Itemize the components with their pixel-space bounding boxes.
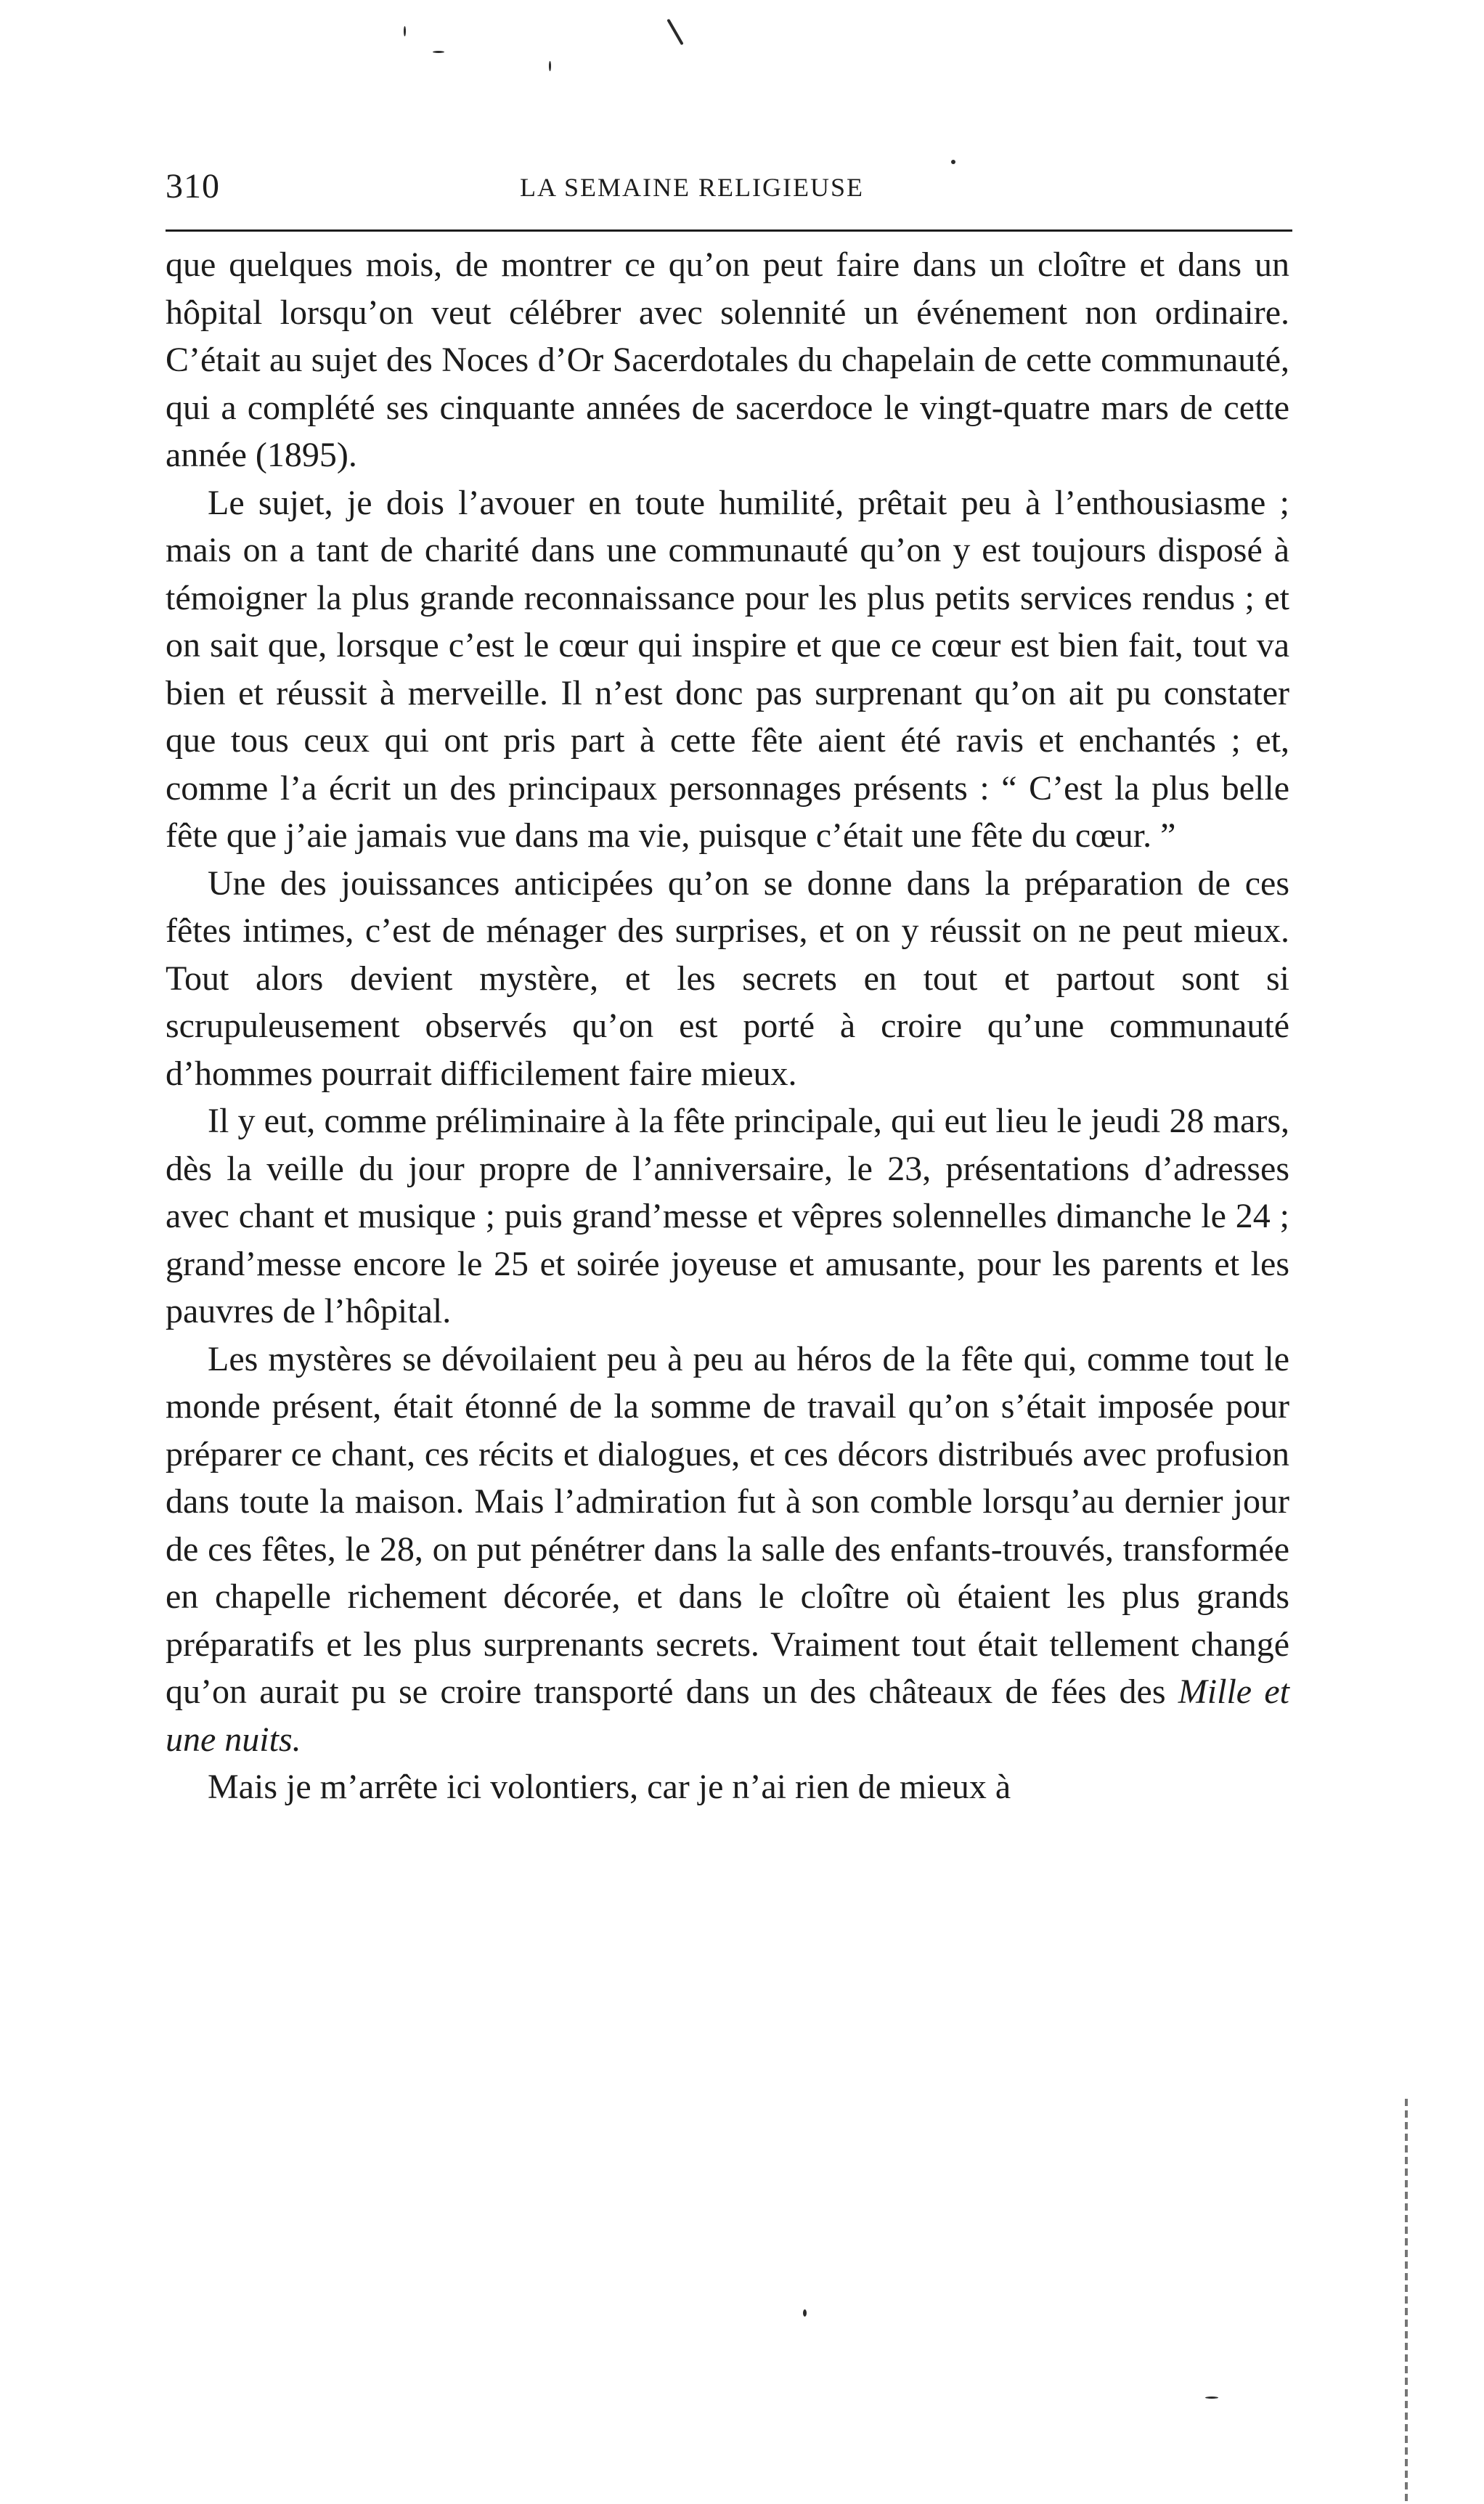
scan-speck — [433, 51, 444, 53]
body-text — [166, 241, 1289, 1811]
header-rule — [166, 229, 1292, 232]
paragraph: que quelques mois, de montrer ce qu’on peut faire dans un cloître et dans un hôpital lorsqu’on veut célébrer avec solennité un événement non ordinaire. C’était au sujet des Noces d’Or Sacerdotales du chapelain de cette communauté, qui a complété ses cinquante années de sacerdoce le vingt-quatre mars de cette année (1895). — [166, 245, 1289, 474]
italic-title: Mille et une nuits. — [166, 1672, 1289, 1759]
scan-margin-edge — [1405, 2099, 1408, 2504]
scan-speck — [549, 61, 551, 71]
page-number: 310 — [166, 167, 220, 206]
scan-speck — [803, 2309, 807, 2317]
scan-speck — [666, 19, 683, 46]
scan-speck — [1205, 2397, 1218, 2399]
paragraph-text: Les mystères se dévoilaient peu à peu au héros de la fête qui, comme tout le monde présent, était étonné de la somme de travail qu’on s’était imposée pour préparer ce chant, ces récits et dialogues, et ces décors distribués avec profusion dans toute la maison. Mais l’admiration fut à son comble lorsqu’au dernier jour de ces fêtes, le 28, on put pénétrer dans la salle des enfants-trouvés, transformée en chapelle richement décorée, et dans le cloître où étaient les plus grands préparatifs et les plus surprenants secrets. Vraiment tout était tellement changé qu’on aurait pu se croire transporté dans un des châteaux de fées des — [166, 1339, 1289, 1711]
paragraph: Le sujet, je dois l’avouer en toute humilité, prêtait peu à l’enthousiasme ; mais on a tant de charité dans une communauté qu’on y est toujours disposé à témoigner la plus grande reconnaissance pour les plus petits services rendus ; et on sait que, lorsque c’est le cœur qui inspire et que ce cœur est bien fait, tout va bien et réussit à merveille. Il n’est donc pas surprenant qu’on ait pu constater que tous ceux qui ont pris part à cette fête aient été ravis et enchantés ; et, comme l’a écrit un des principaux personnages présents : “ C’est la plus belle fête que j’aie jamais vue dans ma vie, puisque c’était une fête du cœur. ” — [166, 483, 1289, 855]
running-head — [166, 161, 1298, 212]
paragraph: Il y eut, comme préliminaire à la fête principale, qui eut lieu le jeudi 28 mars, dès la veille du jour propre de l’anniversaire, le 23, présentations d’adresses avec chant et musique ; puis grand’messe et vêpres solennelles dimanche le 24 ; grand’messe encore le 25 et soirée joyeuse et amusante, pour les parents et les pauvres de l’hôpital. — [166, 1102, 1289, 1330]
header-title: LA SEMAINE RELIGIEUSE — [520, 173, 864, 202]
scan-speck — [404, 26, 406, 36]
paragraph — [166, 1336, 1289, 1764]
paragraph: Une des jouissances anticipées qu’on se donne dans la préparation de ces fêtes intimes, c’est de ménager des surprises, et on y réussit on ne peut mieux. Tout alors devient mystère, et les secrets en tout et partout sont si scrupuleusement observés qu’on est porté à croire qu’une communauté d’hommes pourrait difficilement faire mieux. — [166, 863, 1289, 1093]
paragraph: Mais je m’arrête ici volontiers, car je n’ai rien de mieux à — [208, 1768, 1011, 1806]
